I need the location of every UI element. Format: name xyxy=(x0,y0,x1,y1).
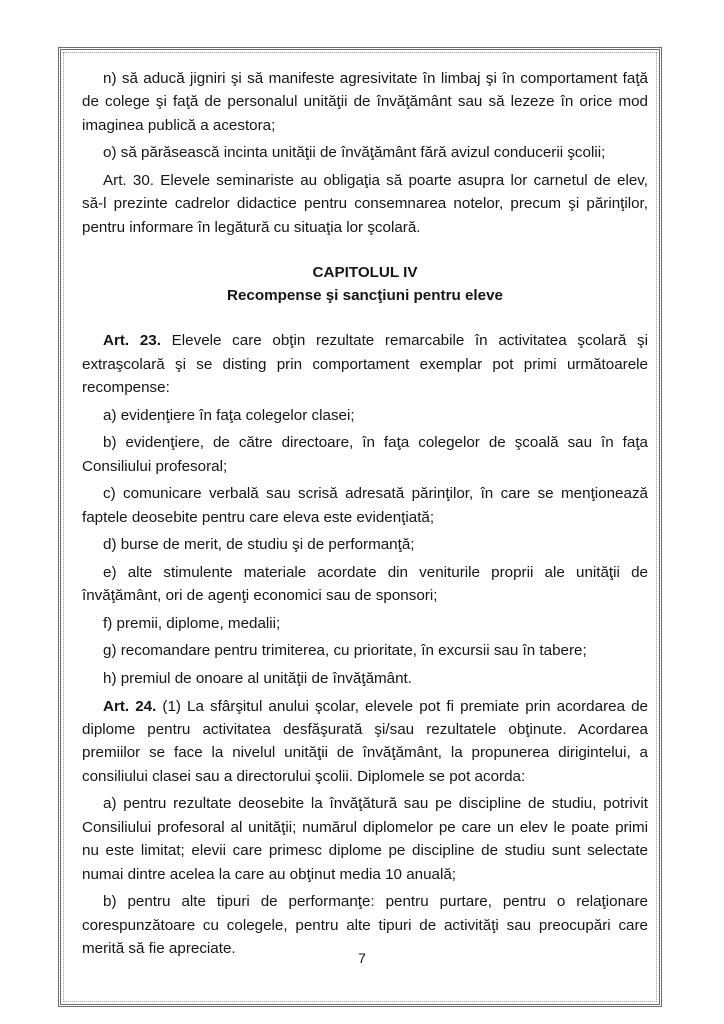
paragraph-art-24 xyxy=(82,695,648,789)
chapter-number: CAPITOLUL IV xyxy=(312,264,418,282)
art-24-item-b: b) pentru alte tipuri de performanţe: pentru purtare, pentru o relaţionare corespunzătoare cu colegele, pentru alte tipuri de activităţi sau preocupări care merită să fie apreciate. xyxy=(82,893,648,958)
art-23-item-b: b) evidenţiere, de către directoare, în faţa colegelor de şcoală sau în faţa Consiliului profesoral; xyxy=(82,434,648,475)
chapter-title: Recompense şi sancţiuni pentru eleve xyxy=(226,287,503,305)
art-24-label: Art. 24. xyxy=(103,697,157,715)
art-24-item-a: a) pentru rezultate deosebite la învăţătură sau pe discipline de studiu, potrivit Consiliului profesoral al unităţii; numărul diplomelor pe care un elev le poate primi nu este limitat; elevii care primesc diplome pe discipline de studiu sunt selectate numai dintre acelea la care au obţinut media 10 anuală; xyxy=(82,795,648,883)
art-23-item-f: f) premii, diplome, medalii; xyxy=(103,614,281,632)
art-23-text: Elevele care obţin rezultate remarcabile în activitatea şcolară şi extraşcolară şi se disting prin comportament exemplar pot primi următoarele recompense: xyxy=(82,332,648,397)
art-23-item-a: a) evidenţiere în faţa colegelor clasei; xyxy=(103,406,355,424)
paragraph-art-23 xyxy=(82,329,648,399)
art-23-item-c: c) comunicare verbală sau scrisă adresată părinţilor, în care se menţionează faptele deosebite pentru care eleva este evidenţiată; xyxy=(82,485,648,526)
paragraph-art-30: Art. 30. Elevele seminariste au obligaţia să poarte asupra lor carnetul de elev, să-l prezinte cadrelor didactice pentru consemnarea notelor, precum şi părinţilor, pentru informare în legătură cu situaţia lor şcolară. xyxy=(82,172,648,236)
art-23-item-e: e) alte stimulente materiale acordate din veniturile proprii ale unităţii de învăţământ, ori de agenţi economici sau de sponsori; xyxy=(82,563,648,605)
paragraph-item-n: n) să aducă jigniri şi să manifeste agresivitate în limbaj şi în comportament faţă de colege şi faţă de personalul unităţii de învăţământ sau să lezeze în orice mod imaginea publică a acestora; xyxy=(82,70,648,134)
art-23-item-d: d) burse de merit, de studiu şi de performanţă; xyxy=(103,536,415,554)
paragraph-item-o: o) să părăsească incinta unităţii de învăţământ fără avizul conducerii şcolii; xyxy=(103,144,606,162)
art-23-item-g: g) recomandare pentru trimiterea, cu prioritate, în excursii sau în tabere; xyxy=(103,642,587,660)
art-24-text: (1) La sfârşitul anului şcolar, elevele pot fi premiate prin acordarea de diplome pentru activitatea desfăşurată şi/sau rezultatele obţinute. Acordarea premiilor se face la nivelul unităţii de învăţământ, la propunerea dirigintelui, a consiliului clasei sau a directorului şcolii. Diplomele se pot acorda: xyxy=(82,697,648,785)
page-content xyxy=(82,67,648,965)
art-23-item-h: h) premiul de onoare al unităţii de învăţământ. xyxy=(103,670,412,687)
art-23-label: Art. 23. xyxy=(103,332,161,350)
page-number: 7 xyxy=(358,950,366,966)
